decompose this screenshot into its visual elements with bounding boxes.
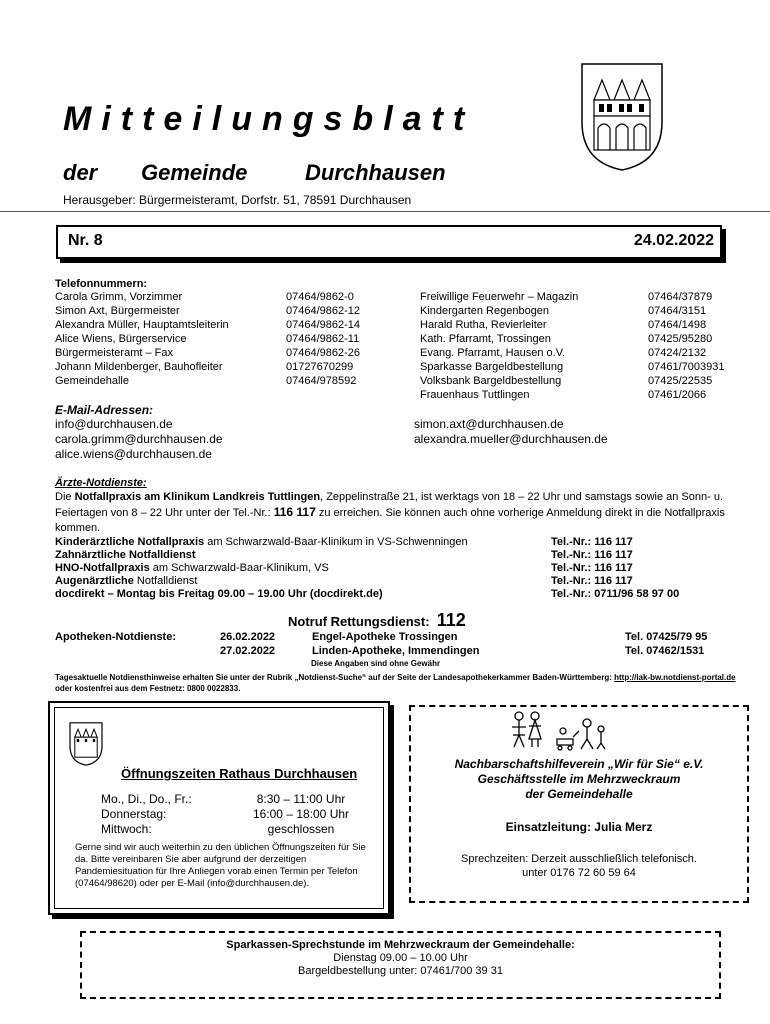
emergency-service-tel: Tel.-Nr.: 0711/96 58 97 00 <box>551 588 680 600</box>
opening-hours-time: geschlossen <box>267 822 335 836</box>
rescue-number: 112 <box>436 610 466 630</box>
pharmacy-name: Engel-Apotheke Trossingen <box>312 631 458 643</box>
emergency-service-tel: Tel.-Nr.: 116 117 <box>551 536 633 548</box>
phone-contact-number: 07464/9862-14 <box>286 319 361 331</box>
town-hall-crest-icon <box>67 722 105 766</box>
pharmacy-name: Linden-Apotheke, Immendingen <box>312 645 480 657</box>
email-address[interactable]: simon.axt@durchhausen.de <box>414 417 564 431</box>
pharmacy-date: 27.02.2022 <box>220 645 276 657</box>
sparkasse-time: Dienstag 09.00 – 10.00 Uhr <box>333 952 468 964</box>
email-address[interactable]: alice.wiens@durchhausen.de <box>55 447 212 461</box>
emails-heading: E-Mail-Adressen: <box>55 403 154 417</box>
emergency-service-row: Augenärztliche Notfalldienst <box>55 575 198 587</box>
opening-hours-days: Mo., Di., Do., Fr.: <box>101 792 192 806</box>
phone-contact-number: 07464/9862-11 <box>286 333 360 345</box>
phone-contact-name: Carola Grimm, Vorzimmer <box>55 291 183 303</box>
emergency-service-row: HNO-Notfallpraxis am Schwarzwald-Baar-Klinikum, VS <box>55 562 329 574</box>
pharmacy-label: Apotheken-Notdienste: <box>55 631 176 643</box>
issue-bar <box>56 225 722 259</box>
phone-contact-name: Volksbank Bargeldbestellung <box>420 375 562 387</box>
rathaus-hours-box <box>48 701 390 915</box>
phone-contact-name: Evang. Pfarramt, Hausen o.V. <box>420 347 566 359</box>
newsletter-title: Mitteilungsblatt <box>63 100 475 138</box>
phone-contact-number: 01727670299 <box>286 361 354 373</box>
emergency-service-row: docdirekt – Montag bis Freitag 09.00 – 19.00 Uhr (docdirekt.de) <box>55 588 383 600</box>
phone-contact-name: Alice Wiens, Bürgerservice <box>55 333 187 345</box>
pharmacy-disclaimer: Diese Angaben sind ohne Gewähr <box>311 659 441 668</box>
sparkasse-box <box>80 931 721 999</box>
phone-contact-name: Alexandra Müller, Hauptamtsleiterin <box>55 319 229 331</box>
issue-date: 24.02.2022 <box>633 232 714 249</box>
rathaus-note: Gerne sind wir auch weiterhin zu den üblichen Öffnungszeiten für Sie da. Bitte vereinbaren Sie aber aufgrund der derzeitigen Pandemiesituation für Ihre Anliegen vorab einen Termin per Telefon (07464/98620) oder per E-Mail (info@durchhausen.de). <box>75 842 366 889</box>
phone-contact-number: 07425/95280 <box>648 333 713 345</box>
email-address[interactable]: info@durchhausen.de <box>55 417 173 431</box>
opening-hours-days: Mittwoch: <box>101 822 152 836</box>
publisher-line: Herausgeber: Bürgermeisteramt, Dorfstr. 51, 78591 Durchhausen <box>63 193 412 207</box>
emergency-service-tel: Tel.-Nr.: 116 117 <box>551 562 633 574</box>
email-address[interactable]: alexandra.mueller@durchhausen.de <box>414 432 608 446</box>
phone-contact-name: Freiwillige Feuerwehr – Magazin <box>420 291 579 303</box>
phone-contact-number: 07424/2132 <box>648 347 707 359</box>
phone-contact-name: Sparkasse Bargeldbestellung <box>420 361 564 373</box>
coat-of-arms-icon <box>580 62 664 172</box>
verein-contact: Sprechzeiten: Derzeit ausschließlich telefonisch. unter 0176 72 60 59 64 <box>460 853 697 879</box>
verein-box <box>409 705 749 903</box>
phone-contact-number: 07464/3151 <box>648 305 707 317</box>
phone-contact-number: 07464/9862-12 <box>286 305 361 317</box>
phone-contact-name: Frauenhaus Tuttlingen <box>420 389 530 401</box>
verein-name: Nachbarschaftshilfeverein „Wir für Sie“ e.V. Geschäftsstelle im Mehrzweckraum der Gemeindehalle <box>454 757 704 801</box>
phones-heading: Telefonnummern: <box>55 278 148 290</box>
rathaus-hours-title: Öffnungszeiten Rathaus Durchhausen <box>121 766 358 781</box>
phone-contact-name: Bürgermeisteramt – Fax <box>55 347 173 359</box>
phone-contact-number: 07464/9862-0 <box>286 291 354 303</box>
phone-contact-name: Johann Mildenberger, Bauhofleiter <box>55 361 223 373</box>
email-address[interactable]: carola.grimm@durchhausen.de <box>55 432 223 446</box>
pharmacy-note: Tagesaktuelle Notdiensthinweise erhalten Sie unter der Rubrik „Notdienst-Suche“ auf der Seite der Landesapothekerkammer Baden-Württemberg: http://lak-bw.notdienst-portal.de oder kostenfrei aus dem Festnetz: 0800 0022833. <box>55 673 736 693</box>
phone-contact-name: Kindergarten Regenbogen <box>420 305 550 317</box>
pharmacy-tel: Tel. 07425/79 95 <box>625 631 708 643</box>
phone-contact-number: 07461/7003931 <box>648 361 725 373</box>
opening-hours-time: 8:30 – 11:00 Uhr <box>256 792 346 806</box>
sparkasse-title: Sparkassen-Sprechstunde im Mehrzweckraum der Gemeindehalle: <box>226 939 575 951</box>
doctors-intro: Die Notfallpraxis am Klinikum Landkreis Tuttlingen, Zeppelinstraße 21, ist werktags von 18 – 22 Uhr und samstags sowie an Sonn- u. Feiertagen von 8 – 22 Uhr unter der Tel.-Nr.: 116 117 zu erreichen. Sie können auch ohne vorherige Anmeldung direkt in die Notfallpraxis kommen. <box>55 491 725 534</box>
pharmacy-date: 26.02.2022 <box>220 631 276 643</box>
phone-contact-name: Harald Rutha, Revierleiter <box>420 319 547 331</box>
pharmacy-tel: Tel. 07462/1531 <box>625 645 705 657</box>
subtitle-word: Durchhausen <box>305 160 446 185</box>
subtitle-word: Gemeinde <box>141 160 248 185</box>
emergency-service-row: Zahnärztliche Notfalldienst <box>55 549 196 561</box>
phone-contact-name: Gemeindehalle <box>55 375 129 387</box>
phone-contact-number: 07464/37879 <box>648 291 713 303</box>
sparkasse-phone: Bargeldbestellung unter: 07461/700 39 31 <box>298 965 503 977</box>
people-family-icon <box>507 709 611 751</box>
phone-contact-number: 07464/978592 <box>286 375 357 387</box>
header-divider <box>0 211 770 212</box>
phone-contact-number: 07425/22535 <box>648 375 713 387</box>
emergency-service-row: Kinderärztliche Notfallpraxis am Schwarzwald-Baar-Klinikum in VS-Schwenningen <box>55 536 468 548</box>
phone-contact-number: 07464/9862-26 <box>286 347 361 359</box>
issue-number: Nr. 8 <box>68 232 103 249</box>
phone-contact-number: 07461/2066 <box>648 389 707 401</box>
opening-hours-days: Donnerstag: <box>101 807 167 821</box>
phone-contact-name: Simon Axt, Bürgermeister <box>55 305 180 317</box>
pharmacy-portal-link[interactable]: http://lak-bw.notdienst-portal.de <box>614 673 736 682</box>
opening-hours-time: 16:00 – 18:00 Uhr <box>252 807 350 821</box>
emergency-service-tel: Tel.-Nr.: 116 117 <box>551 549 633 561</box>
phone-contact-name: Kath. Pfarramt, Trossingen <box>420 333 551 345</box>
verein-leader: Einsatzleitung: Julia Merz <box>505 820 653 834</box>
subtitle-word: der <box>63 160 98 185</box>
phone-contact-number: 07464/1498 <box>648 319 707 331</box>
doctors-heading: Ärzte-Notdienste: <box>55 477 147 489</box>
newsletter-subtitle <box>63 160 446 186</box>
rescue-service: Notruf Rettungsdienst: 112 <box>288 610 466 630</box>
emergency-service-tel: Tel.-Nr.: 116 117 <box>551 575 633 587</box>
